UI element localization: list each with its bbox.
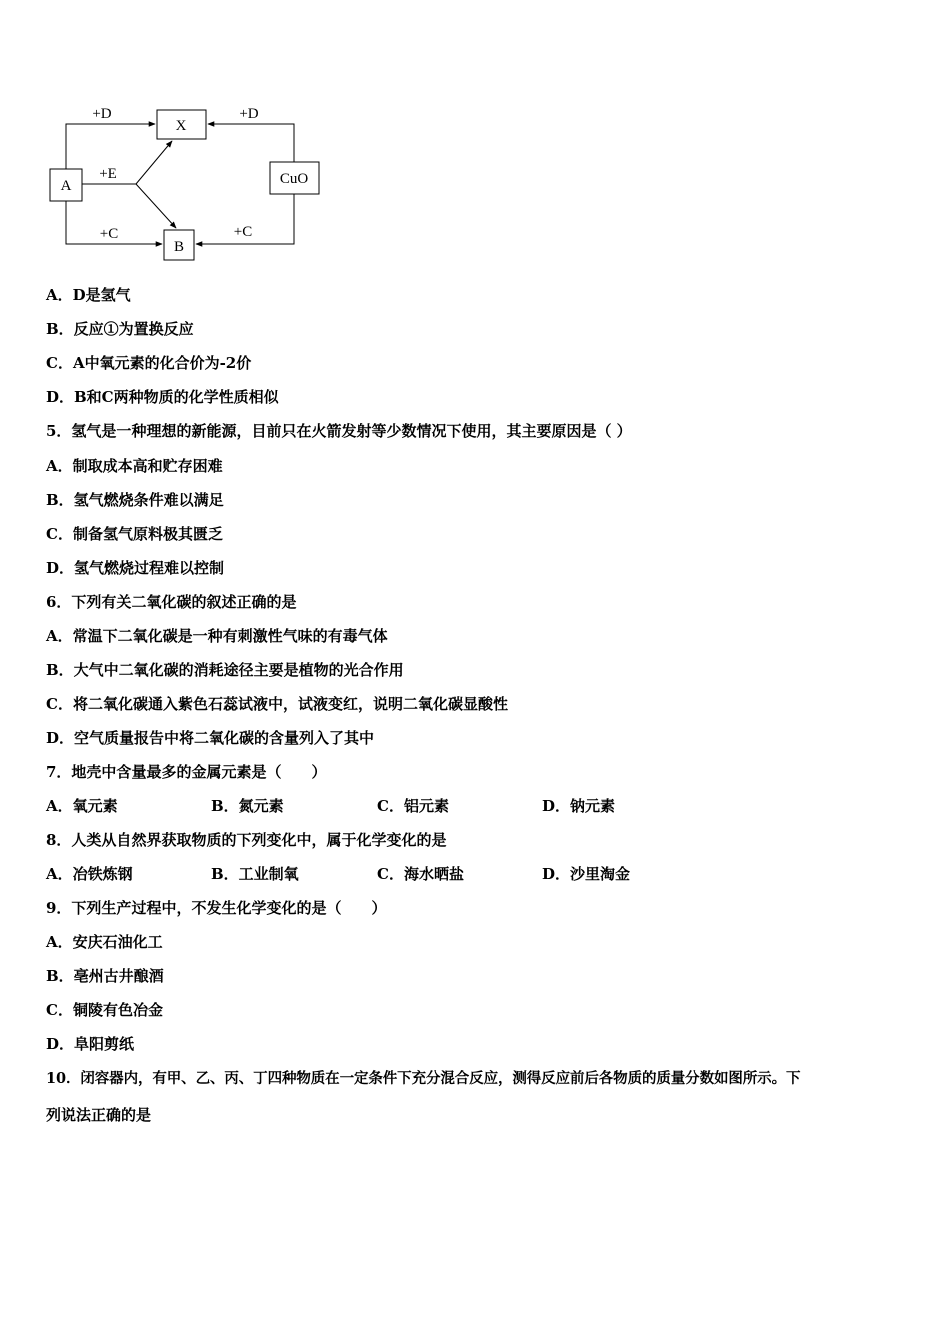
box-a-label: A	[60, 178, 72, 194]
q6-stem: 6．下列有关二氧化碳的叙述正确的是	[46, 593, 297, 611]
q6-option-a: A．常温下二氧化碳是一种有刺激性气味的有毒气体	[46, 627, 388, 645]
q5-option-d: D．氢气燃烧过程难以控制	[46, 559, 225, 577]
label-cuo-to-x: +D	[239, 106, 259, 122]
q8-option-c: C．海水晒盐	[377, 865, 464, 883]
q6-option-b: B．大气中二氧化碳的消耗途径主要是植物的光合作用	[46, 661, 404, 679]
q4-option-c: C．A中氧元素的化合价为-2价	[46, 354, 252, 372]
q4-option-d: D．B和C两种物质的化学性质相似	[46, 388, 279, 406]
q9-stem: 9．下列生产过程中，不发生化学变化的是（ ）	[46, 899, 387, 917]
label-a-to-b: +C	[99, 226, 119, 242]
q4-option-b: B．反应①为置换反应	[46, 320, 194, 338]
arrow-cuo-to-x	[208, 124, 294, 162]
reaction-diagram	[44, 100, 334, 270]
label-a-branch: +E	[99, 166, 117, 182]
q6-option-d: D．空气质量报告中将二氧化碳的含量列入了其中	[46, 729, 375, 747]
q8-option-d: D．沙里淘金	[542, 865, 631, 883]
label-a-to-x: +D	[92, 106, 112, 122]
label-cuo-to-b: +C	[233, 224, 253, 240]
q10-stem-line2: 列说法正确的是	[46, 1106, 152, 1124]
q9-option-d: D．阜阳剪纸	[46, 1035, 135, 1053]
arrow-a-to-x	[66, 124, 155, 169]
q7-stem: 7．地壳中含量最多的金属元素是（ ）	[46, 763, 327, 781]
q7-option-a: A．氧元素	[46, 797, 118, 815]
q5-option-c: C．制备氢气原料极其匮乏	[46, 525, 223, 543]
q8-stem: 8．人类从自然界获取物质的下列变化中，属于化学变化的是	[46, 831, 447, 849]
q7-option-d: D．钠元素	[542, 797, 616, 815]
box-cuo-label: CuO	[279, 171, 309, 187]
arrow-branch-to-b	[136, 184, 176, 228]
q5-stem: 5．氢气是一种理想的新能源，目前只在火箭发射等少数情况下使用，其主要原因是（ ）	[46, 422, 632, 440]
q7-option-b: B．氮元素	[211, 797, 284, 815]
q8-option-b: B．工业制氧	[211, 865, 299, 883]
q4-option-a: A．D是氢气	[46, 286, 131, 304]
q9-option-a: A．安庆石油化工	[46, 933, 163, 951]
q9-option-b: B．亳州古井酿酒	[46, 967, 164, 985]
arrow-branch-to-x	[136, 141, 172, 184]
q5-option-a: A．制取成本高和贮存困难	[46, 457, 223, 475]
box-b-label: B	[173, 239, 185, 255]
box-x-label: X	[175, 118, 187, 134]
q7-option-c: C．铝元素	[377, 797, 449, 815]
q9-option-c: C．铜陵有色冶金	[46, 1001, 163, 1019]
q8-option-a: A．冶铁炼钢	[46, 865, 133, 883]
q10-stem-line1: 10．闭容器内，有甲、乙、丙、丁四种物质在一定条件下充分混合反应，测得反应前后各物质的质量分数如图所示。下	[46, 1070, 801, 1087]
q5-option-b: B．氢气燃烧条件难以满足	[46, 491, 224, 509]
q6-option-c: C．将二氧化碳通入紫色石蕊试液中，试液变红，说明二氧化碳显酸性	[46, 695, 508, 713]
